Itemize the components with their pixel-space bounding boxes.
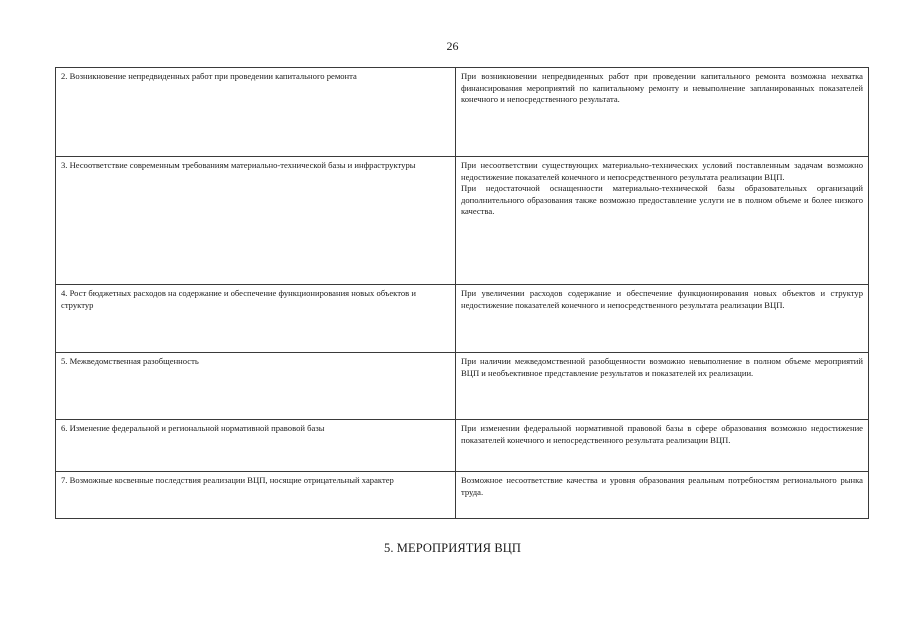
consequence-paragraph: Возможное несоответствие качества и уровня образования реальным потребностям регионального рынка труда. — [461, 475, 863, 497]
consequence-cell — [456, 353, 869, 420]
section-heading: 5. МЕРОПРИЯТИЯ ВЦП — [383, 541, 522, 555]
risk-cell: 5. Межведомственная разобщенность — [56, 353, 456, 420]
risk-cell: 3. Несоответствие современным требованиям материально-технической базы и инфраструктуры — [56, 157, 456, 285]
risk-cell: 6. Изменение федеральной и региональной нормативной правовой базы — [56, 420, 456, 472]
consequence-cell — [456, 68, 869, 157]
table-row — [56, 420, 869, 472]
consequence-cell — [456, 285, 869, 353]
consequence-paragraph: При увеличении расходов содержание и обеспечение функционирования новых объектов и структур недостижение показателей конечного и непосредственного результата реализации ВЦП. — [461, 288, 863, 310]
page-number: 26 — [446, 39, 459, 53]
risk-cell: 4. Рост бюджетных расходов на содержание и обеспечение функционирования новых объектов и структур — [56, 285, 456, 353]
table-row — [56, 68, 869, 157]
table-row — [56, 157, 869, 285]
table-row — [56, 472, 869, 519]
consequence-paragraph: При возникновении непредвиденных работ при проведении капитального ремонта возможна нехватка финансирования мероприятий по капитальному ремонту и невыполнение запланированных показателей конечного и непосредственного результата. — [461, 71, 863, 105]
consequence-paragraph: При изменении федеральной нормативной правовой базы в сфере образования возможно недостижение показателей конечного и непосредственного результата реализации ВЦП. — [461, 423, 863, 445]
risk-cell: 7. Возможные косвенные последствия реализации ВЦП, носящие отрицательный характер — [56, 472, 456, 519]
consequence-paragraph: При несоответствии существующих материально-технических условий поставленным задачам возможно недостижение показателей конечного и непосредственного результата реализации ВЦП. — [461, 160, 863, 182]
consequence-cell — [456, 157, 869, 285]
table-row — [56, 353, 869, 420]
consequence-cell — [456, 420, 869, 472]
consequence-paragraph: При наличии межведомственной разобщенности возможно невыполнение в полном объеме мероприятий ВЦП и необъективное представление результатов и показателей их реализации. — [461, 356, 863, 378]
risk-cell: 2. Возникновение непредвиденных работ при проведении капитального ремонта — [56, 68, 456, 157]
consequence-paragraph: При недостаточной оснащенности материально-технической базы образовательных организаций дополнительного образования также возможно предоставление услуги не в полном объеме и более низкого качества. — [461, 183, 863, 217]
risk-table — [55, 67, 869, 519]
consequence-cell — [456, 472, 869, 519]
table-row — [56, 285, 869, 353]
